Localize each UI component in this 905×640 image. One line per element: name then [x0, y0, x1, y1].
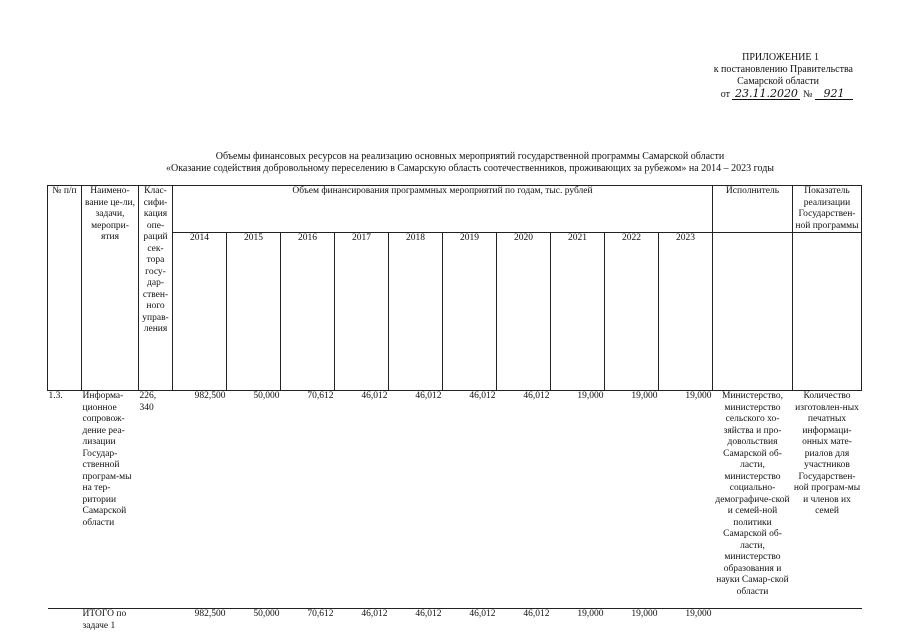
row-value: 46,012 — [389, 391, 443, 609]
header-row-1 — [48, 186, 862, 233]
appendix-line2: Самарской области — [737, 76, 819, 87]
table-row — [48, 391, 862, 609]
year-header: 2017 — [335, 233, 389, 391]
row-value: 46,012 — [497, 391, 551, 609]
row-name: Информа-ционное сопровож-дение реа-лизации Государ-ственной програм-мы на тер-ритории Самарской области — [82, 391, 139, 609]
year-header: 2023 — [659, 233, 713, 391]
total-name: ИТОГО по задаче 1 — [82, 609, 127, 631]
heading-line2: «Оказание содействия добровольному переселению в Самарскую область соотечественников, проживающих за рубежом» на 2014 – 2023 годы — [165, 163, 775, 174]
total-value: 19,000 — [631, 609, 658, 619]
appendix-block — [653, 52, 853, 101]
appendix-line1: к постановлению Правительства — [713, 64, 853, 75]
year-header: 2014 — [173, 233, 227, 391]
total-row — [48, 609, 862, 633]
total-executor-blank — [713, 609, 793, 633]
appendix-date-line — [653, 88, 853, 101]
appendix-title: ПРИЛОЖЕНИЕ 1 — [742, 52, 819, 63]
handwritten-number: 921 — [815, 88, 853, 100]
total-value: 46,012 — [415, 609, 442, 619]
row-num: 1.3. — [48, 391, 82, 609]
year-header: 2022 — [605, 233, 659, 391]
row-class: 226, 340 — [139, 391, 173, 609]
row-executor: Министерство, министерство сельского хо-зяйства и про-довольствия Самарской об-ласти, министерство социально-демографиче-ской и семей-ной политики Самарской об-ласти, министерство образования и науки Самар-ской области — [713, 391, 793, 609]
total-value: 46,012 — [469, 609, 496, 619]
year-header: 2016 — [281, 233, 335, 391]
total-value: 46,012 — [523, 609, 550, 619]
row-indicator: Количество изготовлен-ных печатных информаци-онных мате-риалов для участников Государствен-ной програм-мы и членов их семей — [793, 391, 862, 609]
header-class: Клас-сифи-кация опе-раций сек-тора госу-дар-ствен-ного управ-ления — [139, 186, 173, 391]
year-header: 2021 — [551, 233, 605, 391]
year-header: 2015 — [227, 233, 281, 391]
header-volume: Объем финансирования программных мероприятий по годам, тыс. рублей — [173, 186, 713, 233]
total-value: 46,012 — [361, 609, 388, 619]
row-value: 19,000 — [605, 391, 659, 609]
header-indicator-blank — [793, 233, 862, 391]
total-value: 982,500 — [194, 609, 226, 619]
header-num: № п/п — [48, 186, 82, 391]
year-header: 2020 — [497, 233, 551, 391]
total-value: 19,000 — [685, 609, 712, 619]
row-value: 982,500 — [173, 391, 227, 609]
total-num-blank — [48, 609, 82, 633]
row-value: 19,000 — [659, 391, 713, 609]
year-header: 2019 — [443, 233, 497, 391]
document-heading — [120, 151, 820, 175]
row-value: 19,000 — [551, 391, 605, 609]
number-label: № — [802, 89, 813, 100]
handwritten-date: 23.11.2020 — [732, 88, 800, 100]
total-indicator-blank — [793, 609, 862, 633]
total-value: 50,000 — [253, 609, 280, 619]
header-executor-blank — [713, 233, 793, 391]
row-value: 46,012 — [443, 391, 497, 609]
from-label: от — [720, 89, 730, 100]
total-value: 70,612 — [307, 609, 334, 619]
header-indicator: Показатель реализации Государствен-ной программы — [793, 186, 862, 233]
row-value: 70,612 — [281, 391, 335, 609]
header-name: Наимено-вание це-ли, задачи, меропри-ятия — [82, 186, 139, 391]
total-value: 19,000 — [577, 609, 604, 619]
year-header: 2018 — [389, 233, 443, 391]
total-class-blank — [139, 609, 173, 633]
finance-table — [47, 185, 862, 632]
heading-line1: Объемы финансовых ресурсов на реализацию основных мероприятий государственной программы Самарской области — [215, 151, 725, 162]
row-value: 46,012 — [335, 391, 389, 609]
row-value: 50,000 — [227, 391, 281, 609]
header-executor: Исполнитель — [713, 186, 793, 233]
